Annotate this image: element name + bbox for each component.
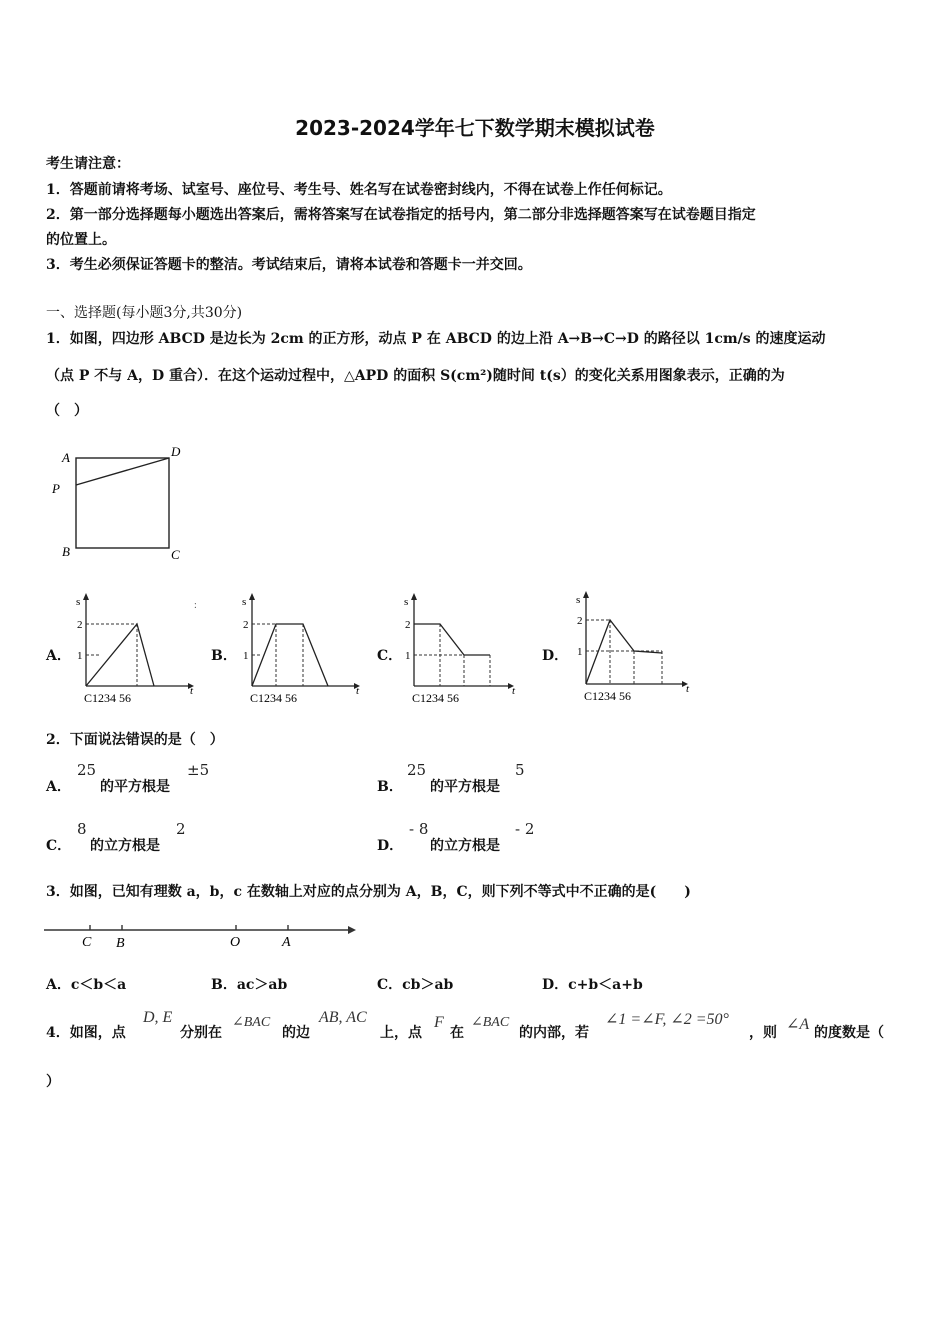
q4-text-2: 分别在 xyxy=(180,1025,222,1041)
svg-text:2: 2 xyxy=(405,619,411,631)
q4-math-f: F xyxy=(434,1014,444,1031)
q4-text-6: 的内部，若 xyxy=(519,1025,589,1041)
q2-option-c-val: 2 xyxy=(176,820,186,838)
q4-math-bac-2: ∠BAC xyxy=(471,1015,510,1030)
q1-graph-c xyxy=(400,590,530,710)
q2-option-b-letter[interactable]: B． xyxy=(377,779,403,795)
svg-text:t: t xyxy=(686,683,690,695)
q2-option-c-text: 的立方根是 xyxy=(90,838,160,854)
point-B: B xyxy=(116,936,125,951)
q2-option-a-num: 25 xyxy=(77,761,97,779)
svg-text:t: t xyxy=(356,685,360,697)
svg-text:1: 1 xyxy=(243,650,249,662)
label-P: P xyxy=(52,481,60,496)
point-C: C xyxy=(82,935,92,950)
q4-text-5: 在 xyxy=(450,1025,464,1041)
svg-text::: : xyxy=(194,600,197,611)
q1-option-b[interactable]: B． xyxy=(211,648,237,664)
section-heading: 一、选择题(每小题3分,共30分) xyxy=(46,305,243,321)
q2-option-b-text: 的平方根是 xyxy=(430,779,500,795)
q4-text-7: ，则 xyxy=(749,1025,777,1041)
q4-text-1: 4．如图，点 xyxy=(46,1025,126,1041)
svg-text:2: 2 xyxy=(577,615,583,627)
q2-option-d-val: - 2 xyxy=(515,820,535,838)
q2-option-c-letter[interactable]: C． xyxy=(46,838,72,854)
q4-text-line2: ） xyxy=(46,1074,60,1090)
svg-text:C1234 56: C1234 56 xyxy=(84,691,132,705)
q1-graph-a xyxy=(70,590,200,710)
q3-stem: 3．如图，已知有理数 a，b，c 在数轴上对应的点分别为 A，B，C，则下列不等式中不正确的是( ) xyxy=(46,884,691,900)
svg-text:s: s xyxy=(76,596,81,608)
q1-stem-line1: 1．如图，四边形 ABCD 是边长为 2cm 的正方形，动点 P 在 ABCD 的边上沿 A→B→C→D 的路径以 1cm/s 的速度运动 xyxy=(46,331,826,347)
label-A: A xyxy=(62,450,70,465)
q2-option-d-text: 的立方根是 xyxy=(430,838,500,854)
q1-option-a[interactable]: A． xyxy=(46,648,71,664)
svg-text:s: s xyxy=(404,596,409,608)
svg-text:C1234 56: C1234 56 xyxy=(412,691,460,705)
q1-stem-line2: （点 P 不与 A，D 重合）．在这个运动过程中，△APD 的面积 S(cm²)随时间 t(s）的变化关系用图象表示，正确的为 xyxy=(46,368,785,384)
notice-heading: 考生请注意： xyxy=(46,156,130,172)
q3-option-b[interactable]: B．ac＞ab xyxy=(211,977,288,993)
q4-math-abac: AB, AC xyxy=(319,1009,367,1026)
q4-math-angles: ∠1 =∠F, ∠2 =50° xyxy=(605,1011,729,1028)
q3-option-d[interactable]: D．c+b＜a+b xyxy=(542,977,643,993)
q2-option-b-val: 5 xyxy=(515,761,525,779)
label-C: C xyxy=(171,547,180,562)
q1-stem-line3: （ ） xyxy=(46,403,88,419)
page-title: 2023-2024学年七下数学期末模拟试卷 xyxy=(295,116,655,140)
q3-option-a[interactable]: A．c＜b＜a xyxy=(46,977,127,993)
q4-text-8: 的度数是（ xyxy=(814,1025,884,1041)
svg-text:1: 1 xyxy=(405,650,411,662)
svg-text:1: 1 xyxy=(577,646,583,658)
q2-option-a-val: ±5 xyxy=(187,761,210,779)
svg-text:C1234 56: C1234 56 xyxy=(250,691,298,705)
notice-item: 的位置上。 xyxy=(46,232,116,248)
q4-text-3: 的边 xyxy=(282,1025,310,1041)
q2-option-b-num: 25 xyxy=(407,761,427,779)
svg-text:t: t xyxy=(512,685,516,697)
q4-math-de: D, E xyxy=(143,1009,173,1026)
svg-text:2: 2 xyxy=(77,619,83,631)
notice-item: 3．考生必须保证答题卡的整洁。考试结束后，请将本试卷和答题卡一并交回。 xyxy=(46,257,532,273)
q2-option-a-letter[interactable]: A． xyxy=(46,779,71,795)
q4-math-bac: ∠BAC xyxy=(232,1015,271,1030)
q1-graph-d xyxy=(572,588,702,708)
svg-text:1: 1 xyxy=(77,650,83,662)
q4-text-4: 上，点 xyxy=(380,1025,422,1041)
svg-text:s: s xyxy=(242,596,247,608)
notice-item: 1．答题前请将考场、试室号、座位号、考生号、姓名写在试卷密封线内，不得在试卷上作任何标记。 xyxy=(46,182,672,198)
q2-option-a-text: 的平方根是 xyxy=(100,779,170,795)
q2-option-d-num: - 8 xyxy=(409,820,429,838)
svg-text:2: 2 xyxy=(243,619,249,631)
q1-option-c[interactable]: C． xyxy=(377,648,403,664)
q4-math-a: ∠A xyxy=(786,1016,810,1033)
point-A: A xyxy=(282,935,291,950)
q2-option-c-num: 8 xyxy=(77,820,87,838)
q2-stem: 2．下面说法错误的是（ ） xyxy=(46,732,224,748)
q3-option-c[interactable]: C．cb＞ab xyxy=(377,977,454,993)
label-B: B xyxy=(62,544,70,559)
label-D: D xyxy=(171,444,181,459)
svg-text:s: s xyxy=(576,594,581,606)
q3-number-line xyxy=(44,918,364,954)
notice-item: 2．第一部分选择题每小题选出答案后，需将答案写在试卷指定的括号内，第二部分非选择题答案写在试卷题目指定 xyxy=(46,207,756,223)
point-O: O xyxy=(230,935,241,950)
svg-text:C1234 56: C1234 56 xyxy=(584,689,632,703)
q2-option-d-letter[interactable]: D． xyxy=(377,838,404,854)
q1-graph-b xyxy=(236,590,366,710)
svg-text:t: t xyxy=(190,685,194,697)
q1-square-figure xyxy=(46,440,196,570)
q1-option-d[interactable]: D． xyxy=(542,648,569,664)
